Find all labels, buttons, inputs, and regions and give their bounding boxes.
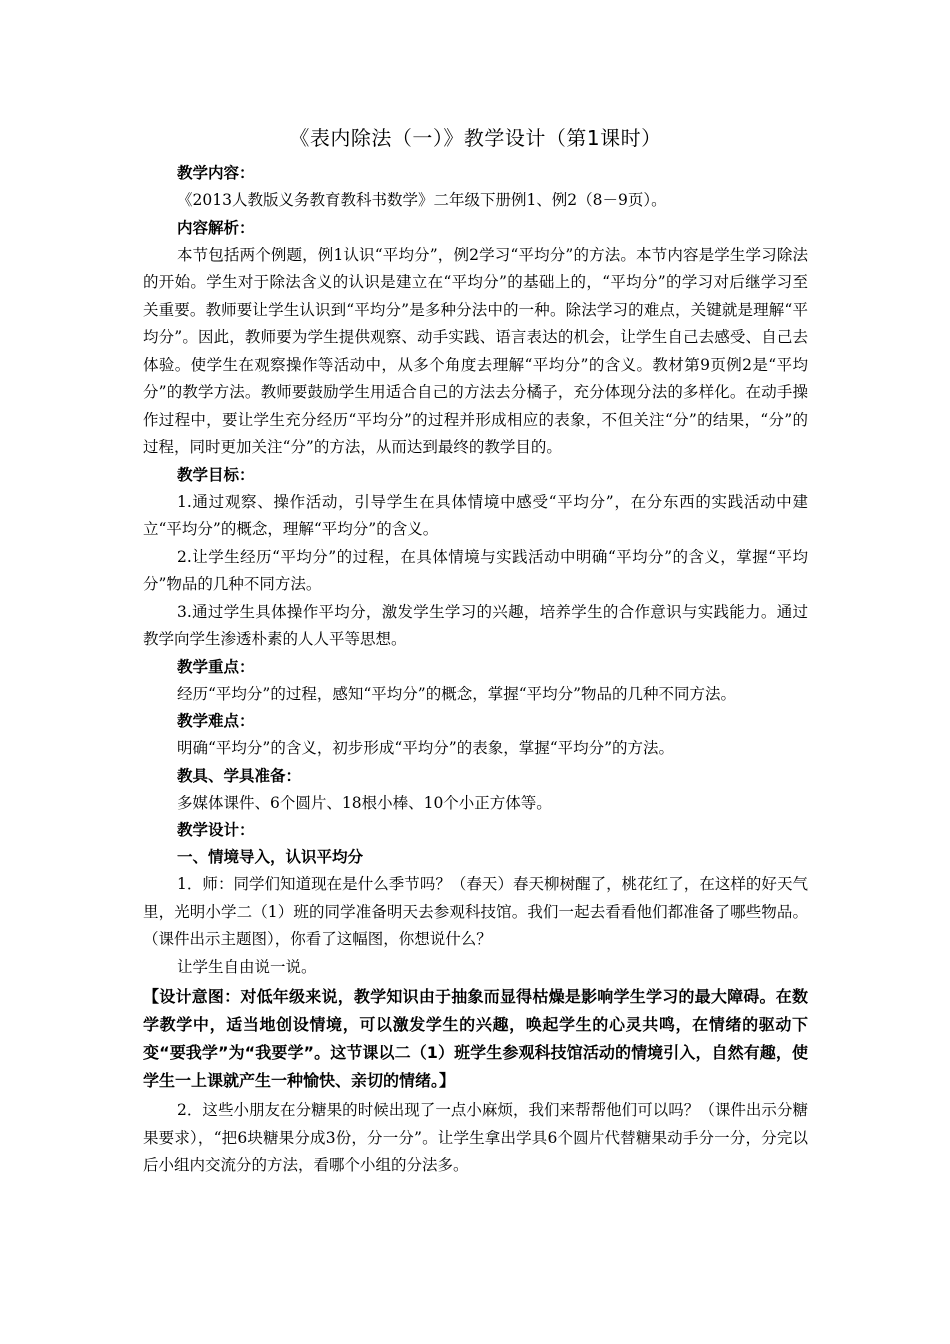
materials-text: 多媒体课件、6个圆片、18根小棒、10个小正方体等。 <box>177 793 552 812</box>
goal-item-3: 3.通过学生具体操作平均分，激发学生学习的兴趣，培养学生的合作意识与实践能力。通过教学向学生渗透朴素的人人平等思想。 <box>143 602 808 648</box>
design-intent-note: 【设计意图：对低年级来说，教学知识由于抽象而显得枯燥是影响学生学习的最大障碍。在数学教学中，适当地创设情境，可以激发学生的兴趣，唤起学生的心灵共鸣，在情绪的驱动下变“要我学”为“我要学”。这节课以二（1）班学生参观科技馆活动的情境引入，自然有趣，使学生一上课就产生一种愉快、亲切的情绪。】 <box>143 987 808 1090</box>
difficulty-text: 明确“平均分”的含义，初步形成“平均分”的表象，掌握“平均分”的方法。 <box>177 739 675 757</box>
goal-item-1: 1.通过观察、操作活动，引导学生在具体情境中感受“平均分”，在分东西的实践活动中建立“平均分”的概念，理解“平均分”的含义。 <box>143 492 808 538</box>
step-one-text: 1．师：同学们知道现在是什么季节吗？（春天）春天柳树醒了，桃花红了，在这样的好天气里，光明小学二（1）班的同学准备明天去参观科技馆。我们一起去看看他们都准备了哪些物品。（课件出示主题图），你看了这幅图，你想说什么？ <box>143 875 808 948</box>
part-one-heading: 一、情境导入，认识平均分 <box>177 848 364 866</box>
materials-heading: 教具、学具准备： <box>177 766 302 785</box>
step-two-text: 2．这些小朋友在分糖果的时候出现了一点小麻烦，我们来帮帮他们可以吗？（课件出示分糖果要求），“把6块糖果分成3份，分一分”。让学生拿出学具6个圆片代替糖果动手分一分，分完以后小组内交流分的方法，看哪个小组的分法多。 <box>143 1101 808 1174</box>
step-one-followup: 让学生自由说一说。 <box>177 957 317 976</box>
difficulty-heading: 教学难点： <box>177 712 255 730</box>
analysis-text: 本节包括两个例题，例1认识“平均分”，例2学习“平均分”的方法。本节内容是学生学习除法的开始。学生对于除法含义的认识是建立在“平均分”的基础上的，“平均分”的学习对后继学习至关重要。教师要让学生认识到“平均分”是多种分法中的一种。除法学习的难点，关键就是理解“平均分”。因此，教师要为学生提供观察、动手实践、语言表达的机会，让学生自己去感受、自己去体验。使学生在观察操作等活动中，从多个角度去理解“平均分”的含义。教材第9页例2是“平均分”的教学方法。教师要鼓励学生用适合自己的方法去分橘子，充分体现分法的多样化。在动手操作过程中，要让学生充分经历“平均分”的过程并形成相应的表象，不但关注“分”的结果，“分”的过程，同时更加关注“分”的方法，从而达到最终的教学目的。 <box>143 245 808 456</box>
document-page <box>143 122 808 1180</box>
key-points-text: 经历“平均分”的过程，感知“平均分”的概念，掌握“平均分”物品的几种不同方法。 <box>177 684 737 703</box>
analysis-heading: 内容解析： <box>177 218 255 237</box>
design-heading: 教学设计： <box>177 821 255 839</box>
goals-heading: 教学目标： <box>177 465 255 484</box>
goal-item-2: 2.让学生经历“平均分”的过程，在具体情境与实践活动中明确“平均分”的含义，掌握“平均分”物品的几种不同方法。 <box>143 547 808 593</box>
document-title: 《表内除法（一）》教学设计（第1课时） <box>289 126 662 150</box>
content-text: 《2013人教版义务教育教科书数学》二年级下册例1、例2（8－9页）。 <box>177 191 667 209</box>
content-heading: 教学内容： <box>177 164 255 182</box>
key-points-heading: 教学重点： <box>177 657 255 676</box>
